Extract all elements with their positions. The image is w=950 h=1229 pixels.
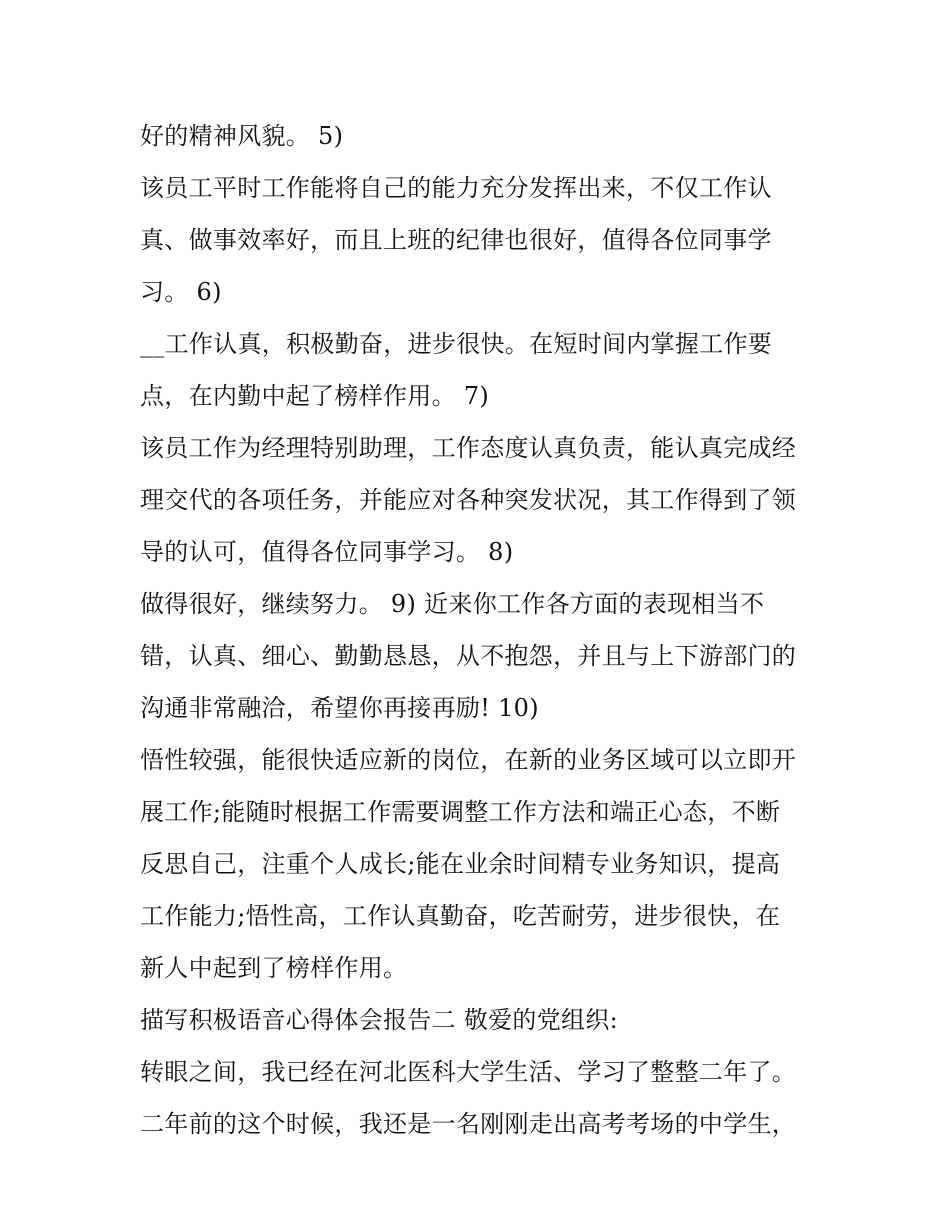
text-line: 该员工平时工作能将自己的能力充分发挥出来，不仅工作认 — [140, 174, 772, 202]
text-line: 转眼之间，我已经在河北医科大学生活、学习了整整二年了。 — [140, 1058, 797, 1086]
text-line: 反思自己，注重个人成长;能在业余时间精专业务知识，提高 — [140, 850, 781, 878]
text-line: __工作认真，积极勤奋，进步很快。在短时间内掌握工作要 — [140, 330, 773, 358]
text-line: 悟性较强，能很快适应新的岗位，在新的业务区域可以立即开 — [140, 746, 797, 774]
text-line: 做得很好，继续努力。 9) 近来你工作各方面的表现相当不 — [140, 590, 765, 618]
text-line: 习。 6) — [140, 278, 222, 306]
text-line: 理交代的各项任务，并能应对各种突发状况，其工作得到了领 — [140, 486, 797, 514]
text-line: 沟通非常融洽，希望你再接再励! 10) — [140, 694, 539, 722]
text-line: 真、做事效率好，而且上班的纪律也很好，值得各位同事学 — [140, 226, 772, 254]
document-body — [140, 110, 830, 1150]
text-line: 点，在内勤中起了榜样作用。 7) — [140, 382, 490, 410]
text-line: 二年前的这个时候，我还是一名刚刚走出高考考场的中学生， — [140, 1110, 797, 1138]
text-line: 该员工作为经理特别助理，工作态度认真负责，能认真完成经 — [140, 434, 797, 462]
text-line: 错，认真、细心、勤勤恳恳，从不抱怨，并且与上下游部门的 — [140, 642, 797, 670]
section-heading-line: 描写积极语音心得体会报告二 敬爱的党组织: — [140, 1006, 619, 1034]
text-line: 好的精神风貌。 5) — [140, 122, 344, 150]
text-line: 导的认可，值得各位同事学习。 8) — [140, 538, 514, 566]
text-line: 工作能力;悟性高，工作认真勤奋，吃苦耐劳，进步很快，在 — [140, 902, 781, 930]
text-line: 新人中起到了榜样作用。 — [140, 954, 408, 982]
text-line: 展工作;能随时根据工作需要调整工作方法和端正心态，不断 — [140, 798, 781, 826]
